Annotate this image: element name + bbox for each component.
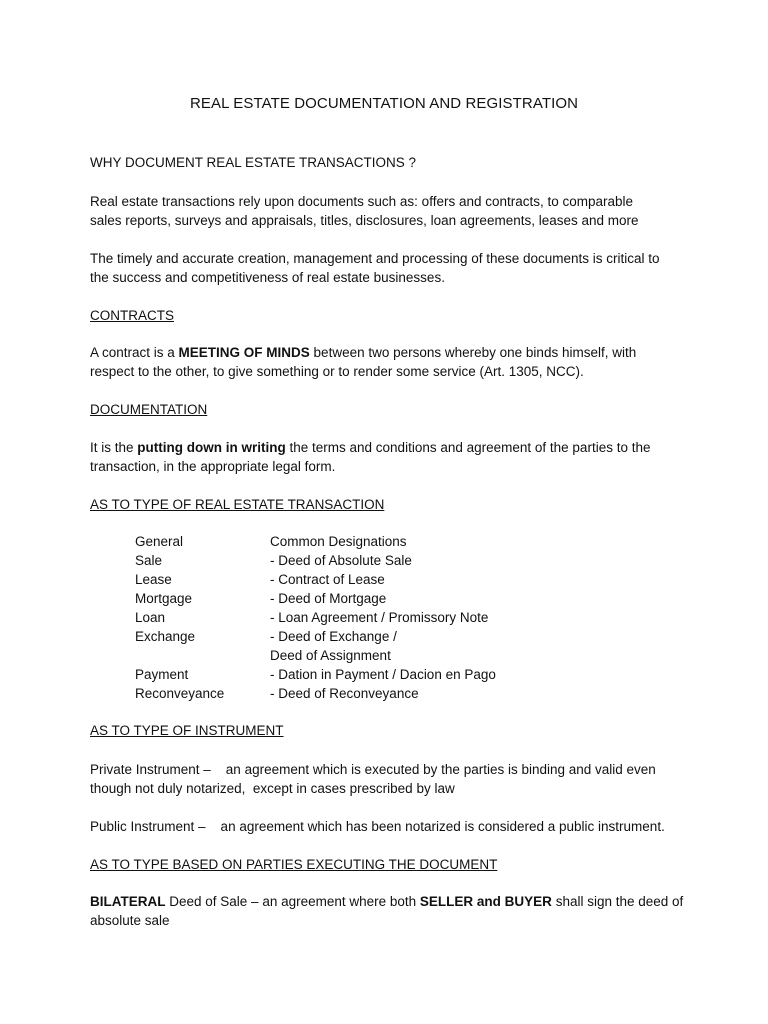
parties-line-1: BILATERAL Deed of Sale – an agreement where both SELLER and BUYER shall sign the deed of bbox=[90, 894, 684, 909]
putting-down-in-writing-bold: putting down in writing bbox=[137, 440, 286, 455]
why-paragraph-1-line-1: Real estate transactions rely upon documents such as: offers and contracts, to comparable bbox=[90, 194, 634, 209]
documentation-line-2: transaction, in the appropriate legal form. bbox=[90, 459, 336, 474]
instrument-heading: AS TO TYPE OF INSTRUMENT bbox=[90, 723, 284, 738]
transaction-types-heading: AS TO TYPE OF REAL ESTATE TRANSACTION bbox=[90, 497, 385, 512]
transaction-row-designation: - Contract of Lease bbox=[270, 572, 385, 587]
documentation-line-1: It is the putting down in writing the terms and conditions and agreement of the parties to the bbox=[90, 440, 651, 455]
parties-line-2: absolute sale bbox=[90, 913, 170, 928]
transaction-row-designation: Deed of Assignment bbox=[270, 648, 391, 663]
why-paragraph-1-line-2: sales reports, surveys and appraisals, titles, disclosures, loan agreements, leases and more bbox=[90, 213, 639, 228]
transaction-row-general: Mortgage bbox=[135, 591, 193, 606]
private-instrument-line-2: though not duly notarized, except in cases prescribed by law bbox=[90, 781, 455, 796]
transaction-row-general: Lease bbox=[135, 572, 172, 587]
why-paragraph-2-line-1: The timely and accurate creation, management and processing of these documents is critical to bbox=[90, 251, 660, 266]
parties-heading: AS TO TYPE BASED ON PARTIES EXECUTING THE DOCUMENT bbox=[90, 857, 498, 872]
private-instrument-line-1: Private Instrument – an agreement which is executed by the parties is binding and valid even bbox=[90, 762, 656, 777]
contracts-heading: CONTRACTS bbox=[90, 308, 174, 323]
transaction-row-designation: - Deed of Absolute Sale bbox=[270, 553, 412, 568]
why-paragraph-2-line-2: the success and competitiveness of real estate businesses. bbox=[90, 270, 445, 285]
meeting-of-minds-bold: MEETING OF MINDS bbox=[178, 345, 310, 360]
contracts-line-2: respect to the other, to give something or to render some service (Art. 1305, NCC). bbox=[90, 364, 584, 379]
public-instrument-line-1: Public Instrument – an agreement which has been notarized is considered a public instrument. bbox=[90, 819, 665, 834]
transaction-row-designation: - Loan Agreement / Promissory Note bbox=[270, 610, 489, 625]
why-heading: WHY DOCUMENT REAL ESTATE TRANSACTIONS ? bbox=[90, 155, 417, 170]
transaction-row-general: Exchange bbox=[135, 629, 196, 644]
transaction-row-general: Payment bbox=[135, 667, 189, 682]
transaction-row-designation: - Deed of Exchange / bbox=[270, 629, 397, 644]
transaction-row-general: Reconveyance bbox=[135, 686, 225, 701]
transaction-row-designation: - Dation in Payment / Dacion en Pago bbox=[270, 667, 496, 682]
transaction-row-designation: - Deed of Mortgage bbox=[270, 591, 387, 606]
transaction-col-header-general: General bbox=[135, 534, 184, 549]
bilateral-bold: BILATERAL bbox=[90, 894, 166, 909]
contracts-line-1: A contract is a MEETING OF MINDS between two persons whereby one binds himself, with bbox=[90, 345, 637, 360]
transaction-row-designation: - Deed of Reconveyance bbox=[270, 686, 419, 701]
documentation-heading: DOCUMENTATION bbox=[90, 402, 208, 417]
document-title: REAL ESTATE DOCUMENTATION AND REGISTRATION bbox=[189, 95, 579, 112]
seller-and-buyer-bold: SELLER and BUYER bbox=[419, 894, 552, 909]
transaction-col-header-designations: Common Designations bbox=[270, 534, 407, 549]
transaction-row-general: Loan bbox=[135, 610, 166, 625]
transaction-row-general: Sale bbox=[135, 553, 163, 568]
